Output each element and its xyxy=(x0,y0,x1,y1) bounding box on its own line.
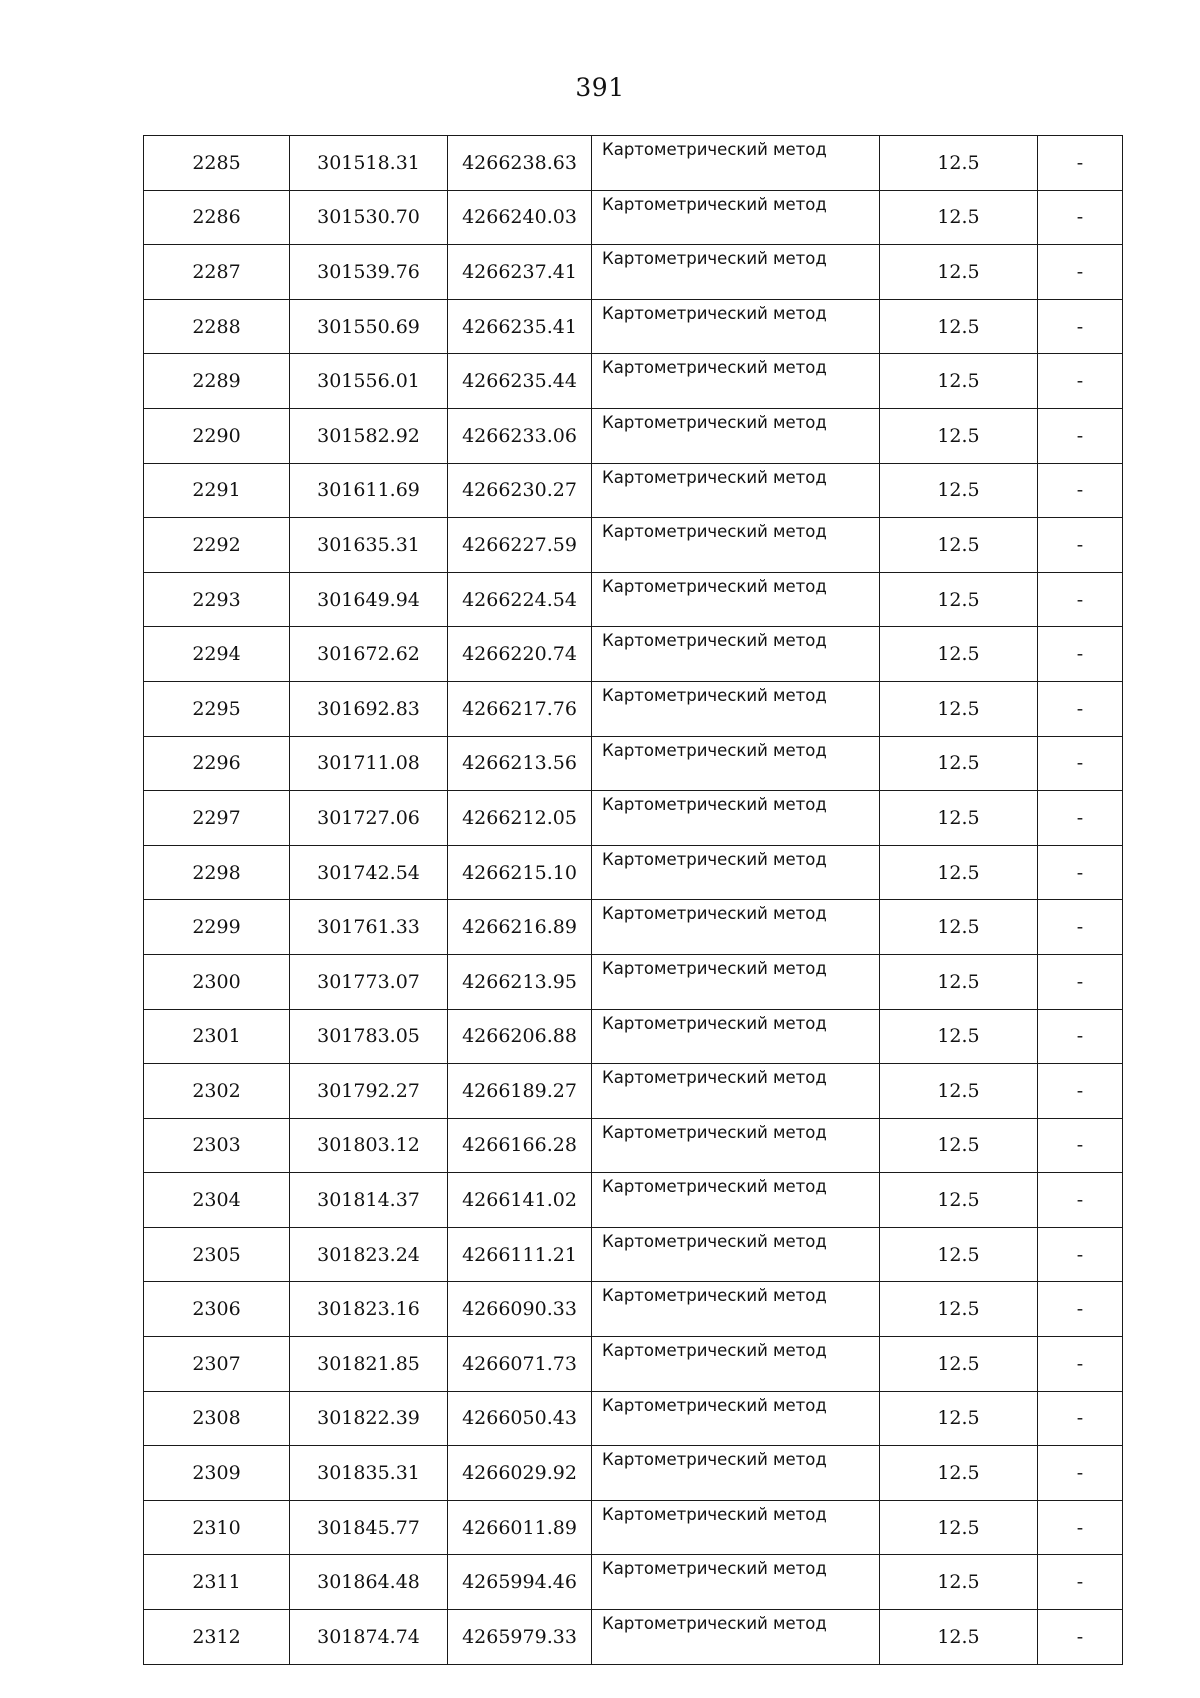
accuracy-cell: 12.5 xyxy=(880,299,1038,354)
table-row xyxy=(144,1555,1123,1610)
point-number-cell: 2294 xyxy=(144,627,290,682)
method-cell: Картометрический метод xyxy=(592,900,880,955)
table-row xyxy=(144,299,1123,354)
y-coordinate-cell: 4266071.73 xyxy=(448,1337,592,1392)
point-number-cell: 2286 xyxy=(144,190,290,245)
y-coordinate-cell: 4266227.59 xyxy=(448,518,592,573)
x-coordinate-cell: 301711.08 xyxy=(290,736,448,791)
table-row xyxy=(144,408,1123,463)
y-coordinate-cell: 4266224.54 xyxy=(448,572,592,627)
x-coordinate-cell: 301539.76 xyxy=(290,245,448,300)
x-coordinate-cell: 301556.01 xyxy=(290,354,448,409)
point-number-cell: 2300 xyxy=(144,954,290,1009)
note-cell: - xyxy=(1038,845,1123,900)
y-coordinate-cell: 4265994.46 xyxy=(448,1555,592,1610)
y-coordinate-cell: 4266216.89 xyxy=(448,900,592,955)
table-row xyxy=(144,627,1123,682)
method-cell: Картометрический метод xyxy=(592,791,880,846)
x-coordinate-cell: 301773.07 xyxy=(290,954,448,1009)
accuracy-cell: 12.5 xyxy=(880,463,1038,518)
note-cell: - xyxy=(1038,1282,1123,1337)
accuracy-cell: 12.5 xyxy=(880,354,1038,409)
accuracy-cell: 12.5 xyxy=(880,190,1038,245)
accuracy-cell: 12.5 xyxy=(880,845,1038,900)
note-cell: - xyxy=(1038,1610,1123,1665)
note-cell: - xyxy=(1038,627,1123,682)
method-cell: Картометрический метод xyxy=(592,299,880,354)
point-number-cell: 2298 xyxy=(144,845,290,900)
table-row xyxy=(144,572,1123,627)
point-number-cell: 2290 xyxy=(144,408,290,463)
x-coordinate-cell: 301761.33 xyxy=(290,900,448,955)
x-coordinate-cell: 301821.85 xyxy=(290,1337,448,1392)
accuracy-cell: 12.5 xyxy=(880,136,1038,191)
method-cell: Картометрический метод xyxy=(592,1610,880,1665)
y-coordinate-cell: 4266141.02 xyxy=(448,1173,592,1228)
method-cell: Картометрический метод xyxy=(592,1227,880,1282)
y-coordinate-cell: 4266237.41 xyxy=(448,245,592,300)
accuracy-cell: 12.5 xyxy=(880,900,1038,955)
table-row xyxy=(144,1610,1123,1665)
x-coordinate-cell: 301792.27 xyxy=(290,1064,448,1119)
table-row xyxy=(144,1446,1123,1501)
method-cell: Картометрический метод xyxy=(592,1173,880,1228)
accuracy-cell: 12.5 xyxy=(880,1337,1038,1392)
y-coordinate-cell: 4266050.43 xyxy=(448,1391,592,1446)
y-coordinate-cell: 4266212.05 xyxy=(448,791,592,846)
note-cell: - xyxy=(1038,1391,1123,1446)
y-coordinate-cell: 4266111.21 xyxy=(448,1227,592,1282)
point-number-cell: 2301 xyxy=(144,1009,290,1064)
point-number-cell: 2302 xyxy=(144,1064,290,1119)
method-cell: Картометрический метод xyxy=(592,1118,880,1173)
point-number-cell: 2304 xyxy=(144,1173,290,1228)
table-row xyxy=(144,1337,1123,1392)
y-coordinate-cell: 4266090.33 xyxy=(448,1282,592,1337)
x-coordinate-cell: 301550.69 xyxy=(290,299,448,354)
y-coordinate-cell: 4266238.63 xyxy=(448,136,592,191)
method-cell: Картометрический метод xyxy=(592,845,880,900)
note-cell: - xyxy=(1038,408,1123,463)
accuracy-cell: 12.5 xyxy=(880,1227,1038,1282)
y-coordinate-cell: 4266220.74 xyxy=(448,627,592,682)
table-row xyxy=(144,1227,1123,1282)
method-cell: Картометрический метод xyxy=(592,463,880,518)
method-cell: Картометрический метод xyxy=(592,354,880,409)
point-number-cell: 2291 xyxy=(144,463,290,518)
method-cell: Картометрический метод xyxy=(592,1446,880,1501)
point-number-cell: 2308 xyxy=(144,1391,290,1446)
point-number-cell: 2309 xyxy=(144,1446,290,1501)
point-number-cell: 2296 xyxy=(144,736,290,791)
y-coordinate-cell: 4266230.27 xyxy=(448,463,592,518)
coordinates-table xyxy=(143,135,1123,1665)
table-row xyxy=(144,354,1123,409)
point-number-cell: 2311 xyxy=(144,1555,290,1610)
table-row xyxy=(144,1391,1123,1446)
table-body xyxy=(144,136,1123,1665)
y-coordinate-cell: 4266233.06 xyxy=(448,408,592,463)
method-cell: Картометрический метод xyxy=(592,736,880,791)
table-row xyxy=(144,245,1123,300)
accuracy-cell: 12.5 xyxy=(880,572,1038,627)
note-cell: - xyxy=(1038,518,1123,573)
note-cell: - xyxy=(1038,1118,1123,1173)
y-coordinate-cell: 4266240.03 xyxy=(448,190,592,245)
method-cell: Картометрический метод xyxy=(592,627,880,682)
point-number-cell: 2289 xyxy=(144,354,290,409)
y-coordinate-cell: 4266189.27 xyxy=(448,1064,592,1119)
x-coordinate-cell: 301783.05 xyxy=(290,1009,448,1064)
x-coordinate-cell: 301582.92 xyxy=(290,408,448,463)
y-coordinate-cell: 4266217.76 xyxy=(448,681,592,736)
accuracy-cell: 12.5 xyxy=(880,408,1038,463)
x-coordinate-cell: 301864.48 xyxy=(290,1555,448,1610)
y-coordinate-cell: 4266215.10 xyxy=(448,845,592,900)
x-coordinate-cell: 301692.83 xyxy=(290,681,448,736)
x-coordinate-cell: 301814.37 xyxy=(290,1173,448,1228)
accuracy-cell: 12.5 xyxy=(880,1118,1038,1173)
point-number-cell: 2303 xyxy=(144,1118,290,1173)
y-coordinate-cell: 4266235.41 xyxy=(448,299,592,354)
note-cell: - xyxy=(1038,681,1123,736)
accuracy-cell: 12.5 xyxy=(880,1282,1038,1337)
method-cell: Картометрический метод xyxy=(592,572,880,627)
note-cell: - xyxy=(1038,136,1123,191)
x-coordinate-cell: 301803.12 xyxy=(290,1118,448,1173)
y-coordinate-cell: 4266166.28 xyxy=(448,1118,592,1173)
point-number-cell: 2306 xyxy=(144,1282,290,1337)
accuracy-cell: 12.5 xyxy=(880,1009,1038,1064)
accuracy-cell: 12.5 xyxy=(880,681,1038,736)
table-row xyxy=(144,681,1123,736)
method-cell: Картометрический метод xyxy=(592,954,880,1009)
point-number-cell: 2293 xyxy=(144,572,290,627)
point-number-cell: 2307 xyxy=(144,1337,290,1392)
method-cell: Картометрический метод xyxy=(592,1500,880,1555)
x-coordinate-cell: 301530.70 xyxy=(290,190,448,245)
x-coordinate-cell: 301672.62 xyxy=(290,627,448,682)
point-number-cell: 2310 xyxy=(144,1500,290,1555)
method-cell: Картометрический метод xyxy=(592,1009,880,1064)
note-cell: - xyxy=(1038,190,1123,245)
note-cell: - xyxy=(1038,354,1123,409)
point-number-cell: 2299 xyxy=(144,900,290,955)
point-number-cell: 2292 xyxy=(144,518,290,573)
point-number-cell: 2288 xyxy=(144,299,290,354)
x-coordinate-cell: 301611.69 xyxy=(290,463,448,518)
note-cell: - xyxy=(1038,1500,1123,1555)
note-cell: - xyxy=(1038,791,1123,846)
table-row xyxy=(144,518,1123,573)
point-number-cell: 2295 xyxy=(144,681,290,736)
note-cell: - xyxy=(1038,954,1123,1009)
accuracy-cell: 12.5 xyxy=(880,518,1038,573)
note-cell: - xyxy=(1038,1064,1123,1119)
table-row xyxy=(144,1500,1123,1555)
point-number-cell: 2287 xyxy=(144,245,290,300)
table-row xyxy=(144,1064,1123,1119)
method-cell: Картометрический метод xyxy=(592,1064,880,1119)
method-cell: Картометрический метод xyxy=(592,681,880,736)
y-coordinate-cell: 4266213.95 xyxy=(448,954,592,1009)
table-row xyxy=(144,791,1123,846)
method-cell: Картометрический метод xyxy=(592,245,880,300)
x-coordinate-cell: 301874.74 xyxy=(290,1610,448,1665)
method-cell: Картометрический метод xyxy=(592,136,880,191)
accuracy-cell: 12.5 xyxy=(880,1391,1038,1446)
x-coordinate-cell: 301518.31 xyxy=(290,136,448,191)
table-row xyxy=(144,136,1123,191)
table-row xyxy=(144,1009,1123,1064)
x-coordinate-cell: 301635.31 xyxy=(290,518,448,573)
note-cell: - xyxy=(1038,1227,1123,1282)
y-coordinate-cell: 4265979.33 xyxy=(448,1610,592,1665)
accuracy-cell: 12.5 xyxy=(880,791,1038,846)
method-cell: Картометрический метод xyxy=(592,1337,880,1392)
note-cell: - xyxy=(1038,463,1123,518)
accuracy-cell: 12.5 xyxy=(880,954,1038,1009)
x-coordinate-cell: 301835.31 xyxy=(290,1446,448,1501)
table-row xyxy=(144,954,1123,1009)
table-row xyxy=(144,1118,1123,1173)
table-row xyxy=(144,1173,1123,1228)
note-cell: - xyxy=(1038,1446,1123,1501)
method-cell: Картометрический метод xyxy=(592,1282,880,1337)
accuracy-cell: 12.5 xyxy=(880,1173,1038,1228)
table-row xyxy=(144,463,1123,518)
y-coordinate-cell: 4266011.89 xyxy=(448,1500,592,1555)
point-number-cell: 2285 xyxy=(144,136,290,191)
table-row xyxy=(144,900,1123,955)
method-cell: Картометрический метод xyxy=(592,1391,880,1446)
y-coordinate-cell: 4266235.44 xyxy=(448,354,592,409)
method-cell: Картометрический метод xyxy=(592,1555,880,1610)
x-coordinate-cell: 301823.16 xyxy=(290,1282,448,1337)
accuracy-cell: 12.5 xyxy=(880,1610,1038,1665)
table-row xyxy=(144,190,1123,245)
page-number: 391 xyxy=(575,73,625,102)
accuracy-cell: 12.5 xyxy=(880,1500,1038,1555)
note-cell: - xyxy=(1038,1337,1123,1392)
table-row xyxy=(144,845,1123,900)
x-coordinate-cell: 301823.24 xyxy=(290,1227,448,1282)
table-row xyxy=(144,736,1123,791)
note-cell: - xyxy=(1038,299,1123,354)
y-coordinate-cell: 4266029.92 xyxy=(448,1446,592,1501)
y-coordinate-cell: 4266213.56 xyxy=(448,736,592,791)
accuracy-cell: 12.5 xyxy=(880,736,1038,791)
method-cell: Картометрический метод xyxy=(592,190,880,245)
x-coordinate-cell: 301845.77 xyxy=(290,1500,448,1555)
accuracy-cell: 12.5 xyxy=(880,1555,1038,1610)
accuracy-cell: 12.5 xyxy=(880,245,1038,300)
note-cell: - xyxy=(1038,1555,1123,1610)
note-cell: - xyxy=(1038,736,1123,791)
x-coordinate-cell: 301727.06 xyxy=(290,791,448,846)
note-cell: - xyxy=(1038,245,1123,300)
point-number-cell: 2312 xyxy=(144,1610,290,1665)
x-coordinate-cell: 301649.94 xyxy=(290,572,448,627)
accuracy-cell: 12.5 xyxy=(880,1064,1038,1119)
table-row xyxy=(144,1282,1123,1337)
point-number-cell: 2305 xyxy=(144,1227,290,1282)
x-coordinate-cell: 301742.54 xyxy=(290,845,448,900)
accuracy-cell: 12.5 xyxy=(880,1446,1038,1501)
method-cell: Картометрический метод xyxy=(592,518,880,573)
note-cell: - xyxy=(1038,900,1123,955)
method-cell: Картометрический метод xyxy=(592,408,880,463)
note-cell: - xyxy=(1038,1173,1123,1228)
point-number-cell: 2297 xyxy=(144,791,290,846)
note-cell: - xyxy=(1038,1009,1123,1064)
accuracy-cell: 12.5 xyxy=(880,627,1038,682)
note-cell: - xyxy=(1038,572,1123,627)
x-coordinate-cell: 301822.39 xyxy=(290,1391,448,1446)
y-coordinate-cell: 4266206.88 xyxy=(448,1009,592,1064)
